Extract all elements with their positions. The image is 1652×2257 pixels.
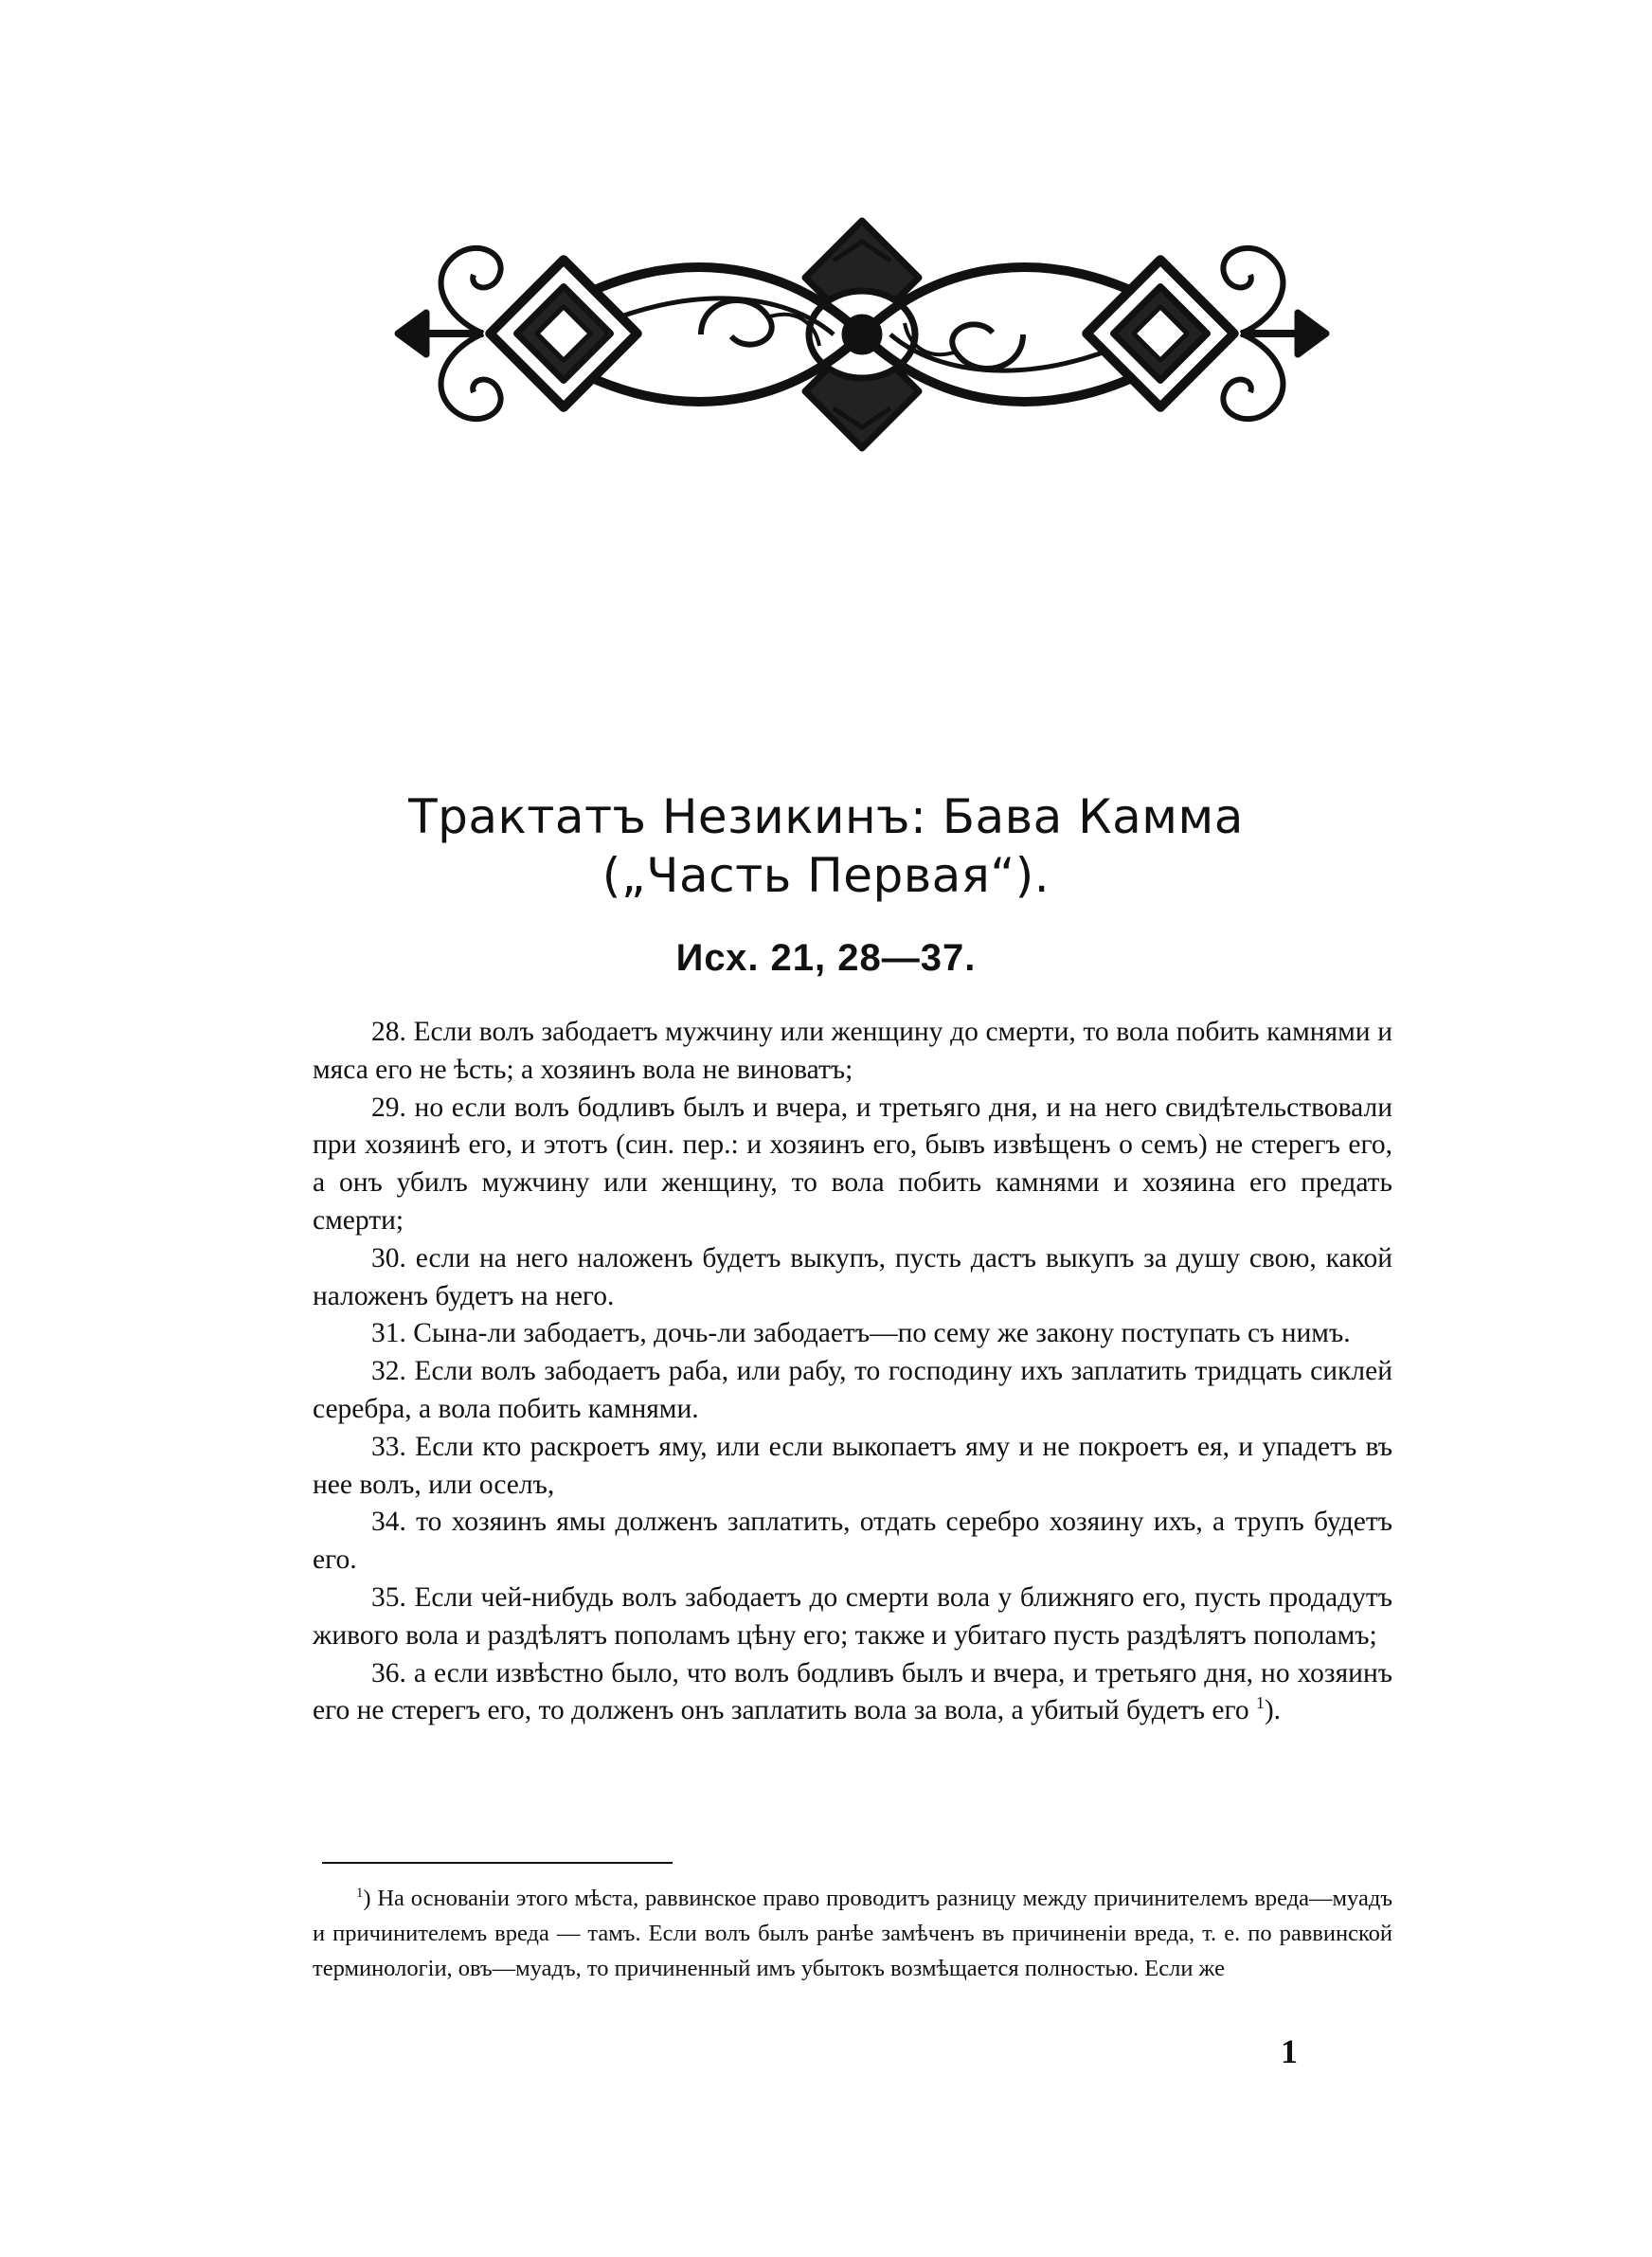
- page-number: 1: [1281, 2032, 1298, 2070]
- ornamental-headpiece: [388, 204, 1336, 460]
- verse-31: 31. Сына-ли забодаетъ, дочь-ли забодаетъ—по сему же закону поступать съ нимъ.: [371, 1318, 1351, 1349]
- verse-35: 35. Если чей-нибудь волъ забодаетъ до смерти вола у ближняго его, пусть продадутъ живого вола и раздѣлятъ пополамъ цѣну его; также и убитаго пусть раздѣлятъ пополамъ;: [313, 1581, 1392, 1651]
- scripture-reference: Исх. 21, 28—37.: [675, 937, 977, 979]
- treatise-title: Трактатъ Незикинъ: Бава Камма: [408, 789, 1244, 844]
- verse-34: 34. то хозяинъ ямы долженъ заплатить, отдать серебро хозяину ихъ, а трупъ будетъ его.: [313, 1507, 1392, 1576]
- footnote-text: ) На основаніи этого мѣста, раввинское право проводитъ разницу между причинителемъ вреда—муадъ и причинителемъ вреда — тамъ. Если волъ былъ ранѣе замѣченъ въ причиненіи вреда, т. е. по раввинской терминологіи, овъ—муадъ, то причиненный имъ убытокъ возмѣщается полностью. Если же: [313, 1886, 1392, 1981]
- footnote-marker: 1: [356, 1885, 364, 1901]
- treatise-subtitle-part: („Часть Первая“).: [602, 848, 1050, 903]
- verse-30: 30. если на него наложенъ будетъ выкупъ, пусть дастъ выкупъ за душу свою, какой наложенъ будетъ на него.: [313, 1242, 1392, 1311]
- verse-33: 33. Если кто раскроетъ яму, или если выкопаетъ яму и не покроетъ ея, и упадетъ въ нее волъ, или оселъ,: [313, 1431, 1392, 1500]
- verse-list: [313, 1014, 1392, 1730]
- footnote-divider: [322, 1862, 673, 1864]
- verse-32: 32. Если волъ забодаетъ раба, или рабу, то господину ихъ заплатить тридцать сиклей серебра, а вола побить камнями.: [313, 1356, 1392, 1424]
- verse-36: [313, 1655, 1392, 1731]
- verse-36-end: ).: [1264, 1695, 1282, 1726]
- verse-28: 28. Если волъ забодаетъ мужчину или женщину до смерти, то вола побить камнями и мяса его не ѣсть; а хозяинъ вола не виноватъ;: [313, 1017, 1392, 1085]
- footnote: [313, 1881, 1392, 1986]
- footnote-reference: 1: [1255, 1693, 1265, 1713]
- verse-29: 29. но если волъ бодливъ былъ и вчера, и третьяго дня, и на него свидѣтельствовали при хозяинѣ его, и этотъ (син. пер.: и хозяинъ его, бывъ извѣщенъ о семъ) не стерегъ его, а онъ убилъ мужчину или женщину, то вола побить камнями и хозяина его предать смерти;: [313, 1092, 1392, 1236]
- verse-36-text: 36. а если извѣстно было, что волъ бодливъ былъ и вчера, и третьяго дня, но хозяинъ его не стерегъ его, то долженъ онъ заплатить вола за вола, а убитый будетъ его: [313, 1657, 1392, 1726]
